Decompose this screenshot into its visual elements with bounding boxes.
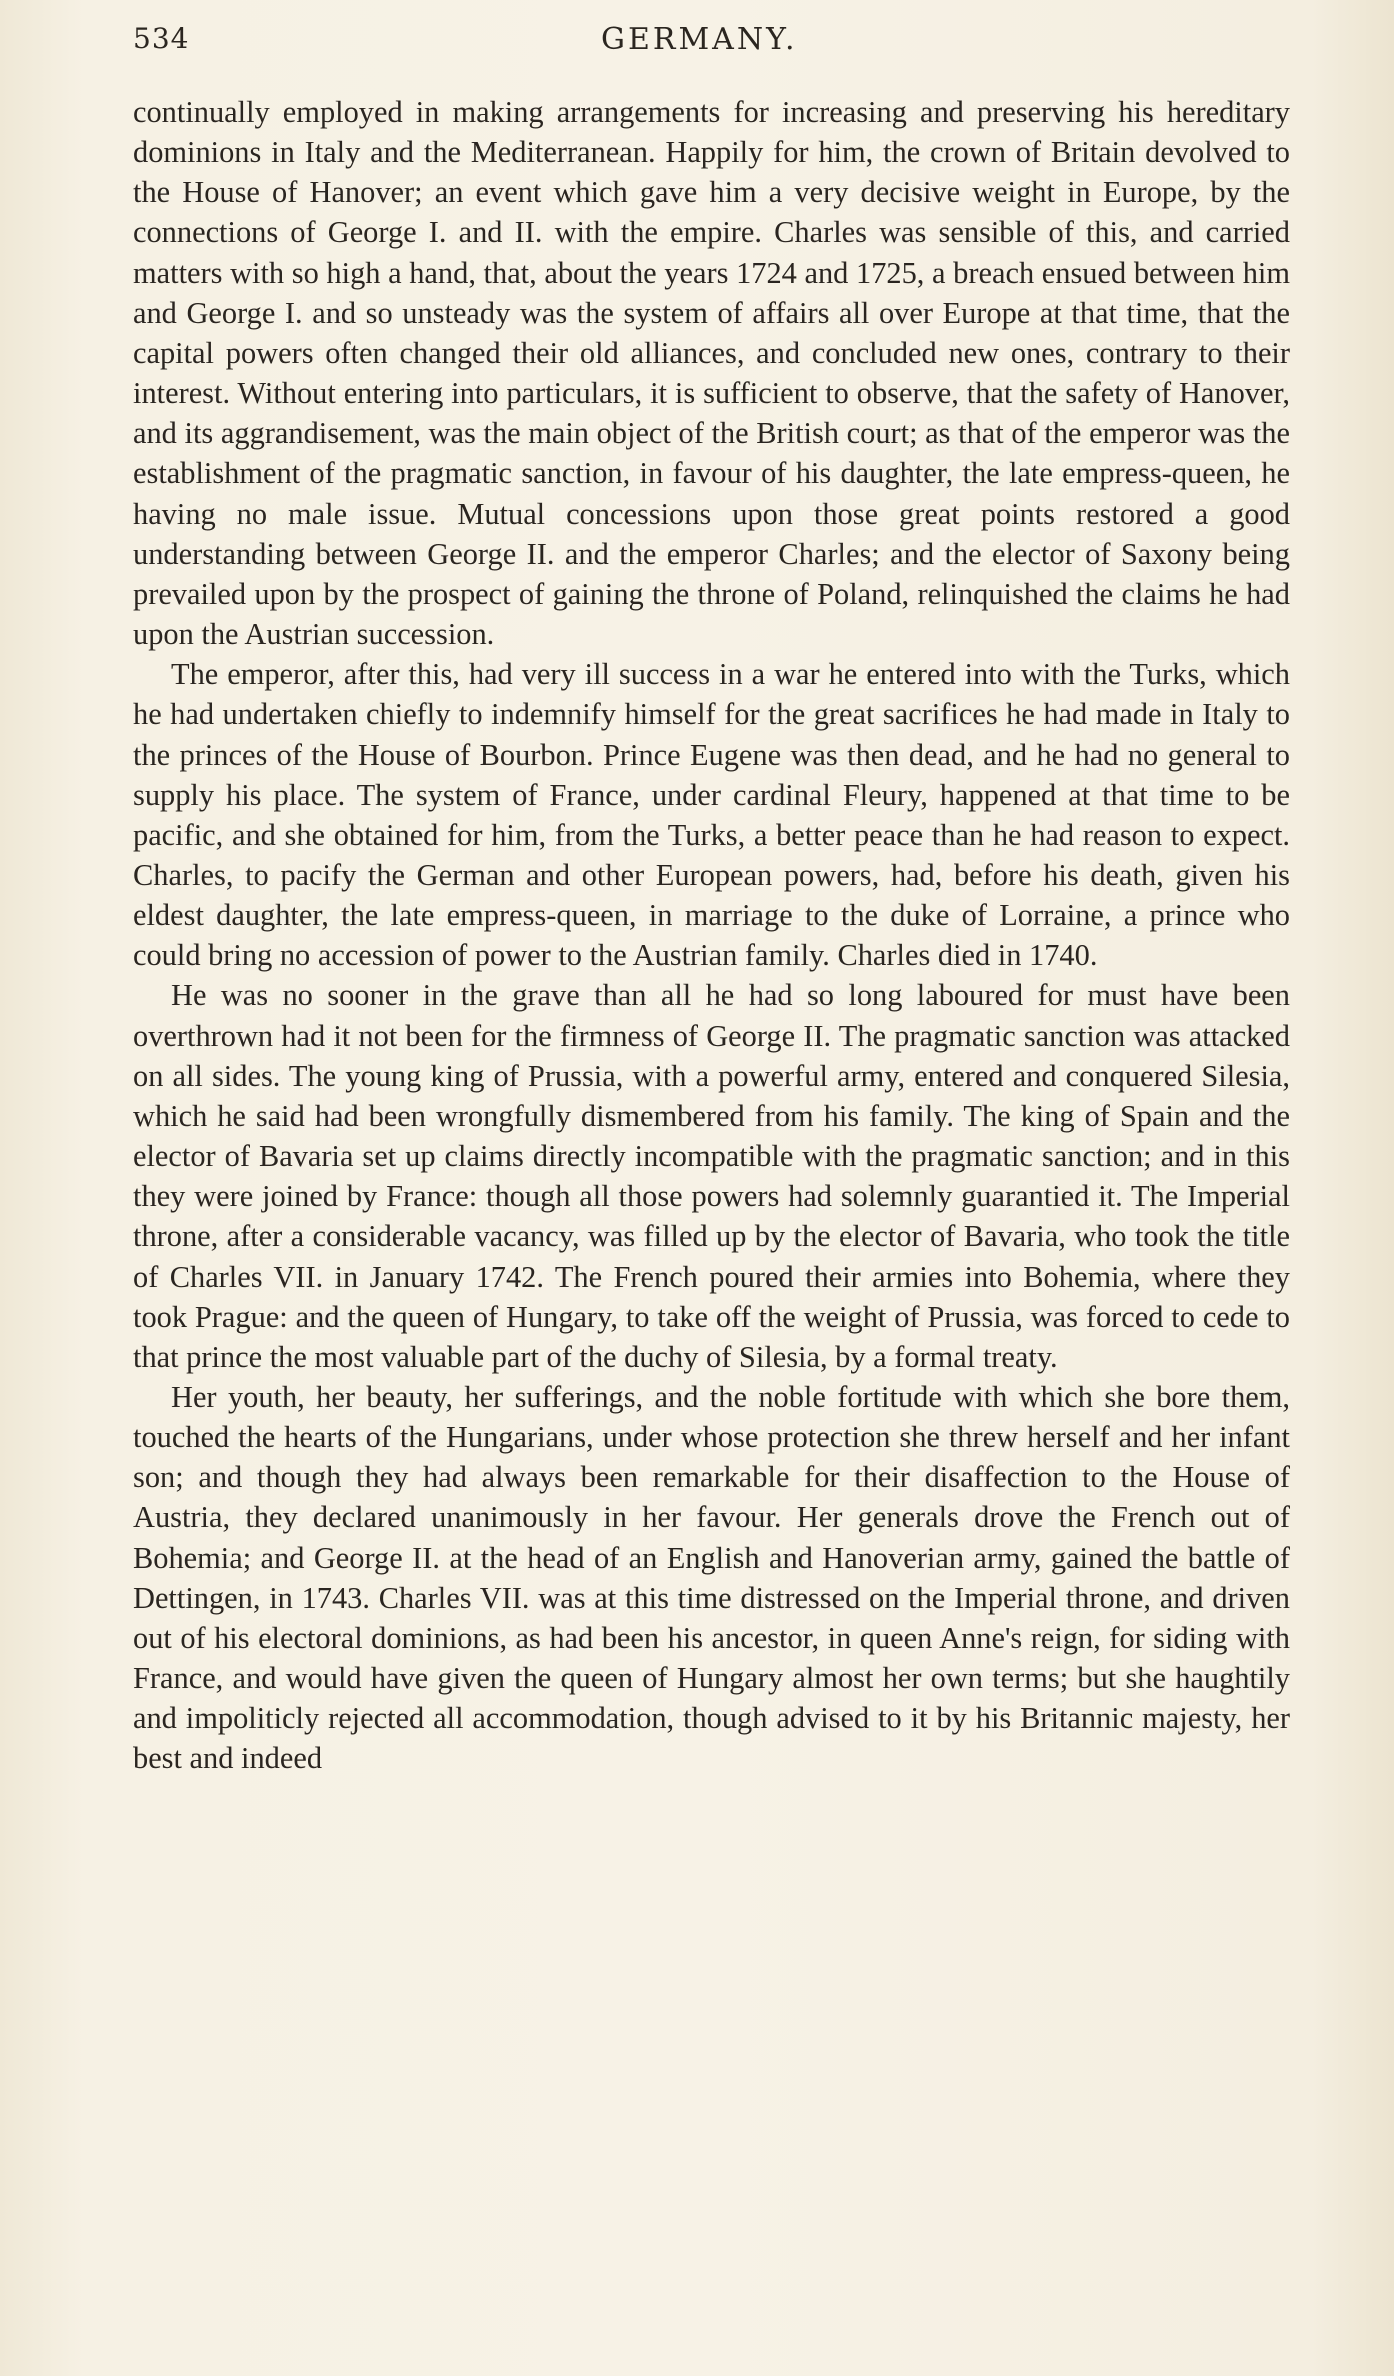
page-header [133,18,1283,68]
running-title: GERMANY. [601,22,798,57]
paragraph: The emperor, after this, had very ill success in a war he entered into with the Turks, which he had undertaken chiefly to indemnify himself for the great sacrifices he had made in Italy to the princes of the House of Bourbon. Prince Eugene was then dead, and he had no general to supply his place. The system of France, under cardinal Fleury, happened at that time to be pacific, and she obtained for him, from the Turks, a better peace than he had reason to expect. Charles, to pacify the German and other European powers, had, before his death, given his eldest daughter, the late empress-queen, in marriage to the duke of Lorraine, a prince who could bring no accession of power to the Austrian family. Charles died in 1740. [133,657,1290,973]
body-text [133,92,1290,1779]
page-number: 534 [133,22,190,55]
paragraph-continuation: continually employed in making arrangements for increasing and preserving his hereditary dominions in Italy and the Mediterranean. Happily for him, the crown of Britain devolved to the House of Hanover; an event which gave him a very decisive weight in Europe, by the connections of George I. and II. with the empire. Charles was sensible of this, and carried matters with so high a hand, that, about the years 1724 and 1725, a breach ensued between him and George I. and so unsteady was the system of affairs all over Europe at that time, that the capital powers often changed their old alliances, and concluded new ones, contrary to their interest. Without entering into particulars, it is sufficient to observe, that the safety of Hanover, and its aggrandisement, was the main object of the British court; as that of the emperor was the establishment of the pragmatic sanction, in favour of his daughter, the late empress-queen, he having no male issue. Mutual concessions upon those great points restored a good understanding between George II. and the emperor Charles; and the elector of Saxony being prevailed upon by the prospect of gaining the throne of Poland, relinquished the claims he had upon the Austrian succession. [133,95,1290,652]
paragraph: He was no sooner in the grave than all he had so long laboured for must have been overthrown had it not been for the firmness of George II. The pragmatic sanction was attacked on all sides. The young king of Prussia, with a powerful army, entered and conquered Silesia, which he said had been wrongfully dismembered from his family. The king of Spain and the elector of Bavaria set up claims directly incompatible with the pragmatic sanction; and in this they were joined by France: though all those powers had solemnly guarantied it. The Imperial throne, after a considerable vacancy, was filled up by the elector of Bavaria, who took the title of Charles VII. in January 1742. The French poured their armies into Bohemia, where they took Prague: and the queen of Hungary, to take off the weight of Prussia, was forced to cede to that prince the most valuable part of the duchy of Silesia, by a formal treaty. [133,978,1290,1374]
paragraph: Her youth, her beauty, her sufferings, and the noble fortitude with which she bore them, touched the hearts of the Hungarians, under whose protection she threw herself and her infant son; and though they had always been remarkable for their disaffection to the House of Austria, they declared unanimously in her favour. Her generals drove the French out of Bohemia; and George II. at the head of an English and Hanoverian army, gained the battle of Dettingen, in 1743. Charles VII. was at this time distressed on the Imperial throne, and driven out of his electoral dominions, as had been his ancestor, in queen Anne's reign, for siding with France, and would have given the queen of Hungary almost her own terms; but she haughtily and impoliticly rejected all accommodation, though advised to it by his Britannic majesty, her best and indeed [133,1380,1290,1776]
